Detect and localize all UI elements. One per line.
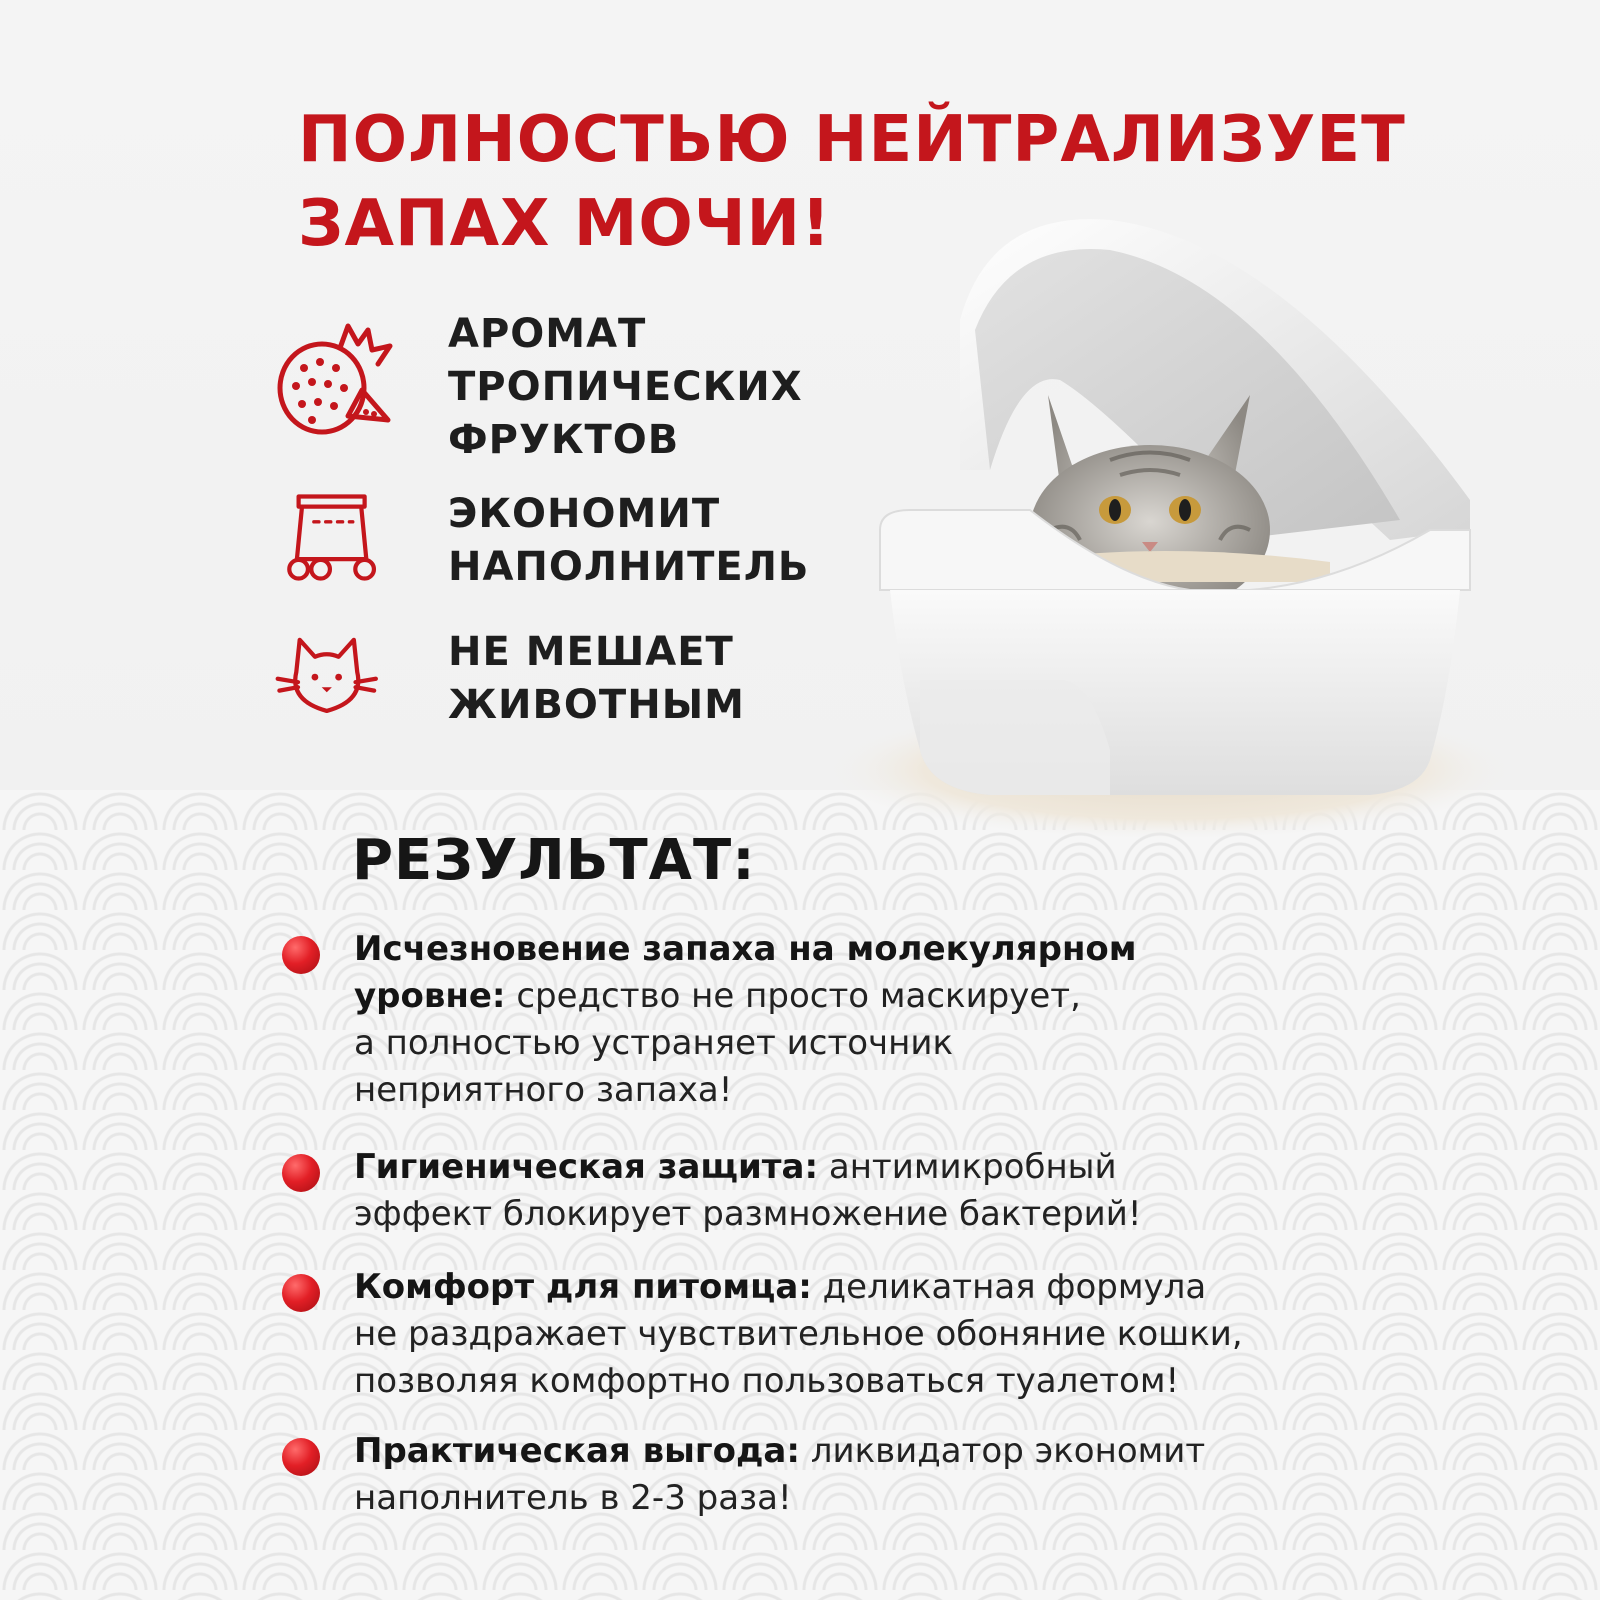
result-item-description: а полностью устраняет источник: [354, 1023, 954, 1063]
tropical-fruit-icon: [270, 310, 400, 440]
feature-text: [448, 626, 745, 732]
result-item-text: [354, 1264, 1514, 1405]
result-item-heading: Практическая выгода:: [354, 1431, 800, 1471]
red-bullet-icon: [282, 936, 320, 974]
result-item-description: не раздражает чувствительное обоняние кошки,: [354, 1314, 1243, 1354]
feature-line: АРОМАТ: [448, 311, 647, 357]
headline-line-2: ЗАПАХ МОЧИ!: [298, 187, 832, 261]
result-item-text: [354, 1428, 1514, 1522]
result-item-description: средство не просто маскирует,: [505, 976, 1081, 1016]
feature-line: ФРУКТОВ: [448, 417, 680, 463]
headline-line-1: ПОЛНОСТЬЮ НЕЙТРАЛИЗУЕТ: [298, 103, 1406, 177]
feature-line: ЖИВОТНЫМ: [448, 682, 745, 728]
result-item-heading: Исчезновение запаха на молекулярном: [354, 929, 1137, 969]
red-bullet-icon: [282, 1154, 320, 1192]
feature-line: ЭКОНОМИТ: [448, 491, 721, 537]
result-item-description: неприятного запаха!: [354, 1070, 733, 1110]
result-item-description: позволяя комфортно пользоваться туалетом!: [354, 1361, 1180, 1401]
feature-line: НАПОЛНИТЕЛЬ: [448, 544, 810, 590]
feature-line: ТРОПИЧЕСКИХ: [448, 364, 803, 410]
feature-line: НЕ МЕШАЕТ: [448, 629, 734, 675]
result-item-text: [354, 1144, 1514, 1238]
result-item-heading: уровне:: [354, 976, 506, 1016]
feature-text: [448, 308, 803, 467]
result-item-description: ликвидатор экономит: [799, 1431, 1206, 1471]
result-item-heading: Гигиеническая защита:: [354, 1147, 819, 1187]
result-item-heading: Комфорт для питомца:: [354, 1267, 812, 1307]
result-title: РЕЗУЛЬТАТ:: [352, 828, 756, 893]
result-item-text: [354, 926, 1514, 1114]
result-item-description: наполнитель в 2-3 раза!: [354, 1478, 792, 1518]
result-item-description: деликатная формула: [811, 1267, 1207, 1307]
litter-bag-icon: [280, 488, 390, 598]
cat-face-icon: [272, 628, 390, 738]
result-item-description: антимикробный: [818, 1147, 1117, 1187]
feature-text: [448, 488, 809, 594]
red-bullet-icon: [282, 1274, 320, 1312]
product-image-litter-box-with-cat: [810, 210, 1530, 850]
result-item-description: эффект блокирует размножение бактерий!: [354, 1194, 1142, 1234]
red-bullet-icon: [282, 1438, 320, 1476]
